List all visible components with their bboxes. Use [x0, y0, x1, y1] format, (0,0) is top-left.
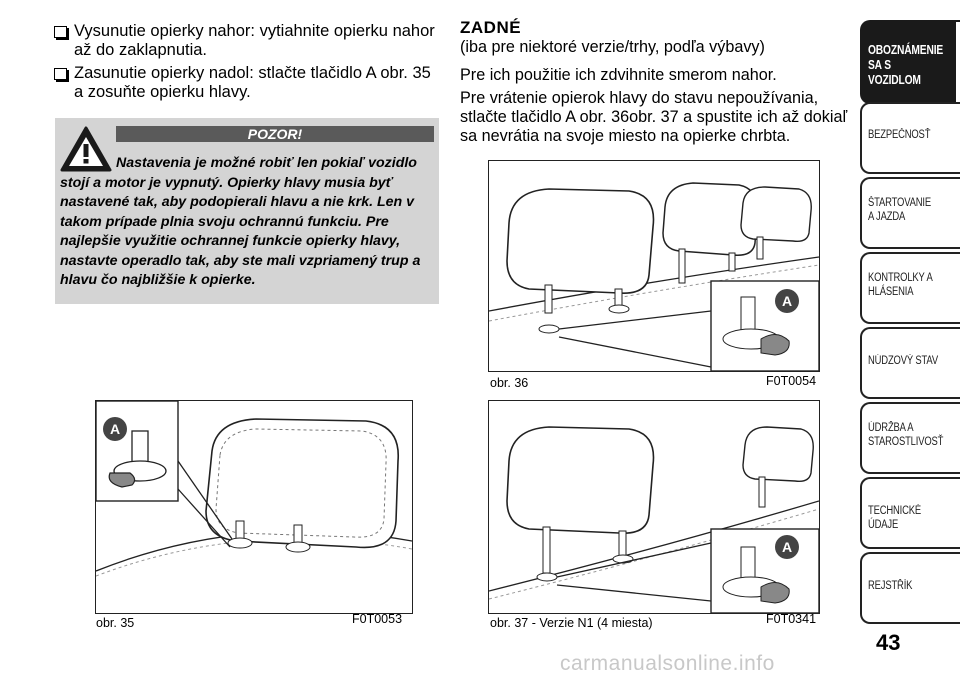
paragraph-use: Pre ich použitie ich zdvihnite smerom nahor. — [460, 66, 777, 84]
tab-label-bezpecnost: BEZPEČNOSŤ — [868, 129, 931, 141]
tab-label-kontrolky: KONTROLKY A HLÁSENIA — [868, 272, 933, 298]
tab-label-udrzba: ÚDRŽBA A STAROSTLIVOSŤ — [868, 422, 944, 448]
tab-label-nudzovy-stav: NÚDZOVÝ STAV — [868, 355, 938, 367]
checkbox-bullet-icon — [54, 26, 67, 38]
version-note: (iba pre niektoré verzie/trhy, podľa výbavy) — [460, 38, 765, 56]
tab-label-technicke-udaje: TECHNICKÉ ÚDAJE — [868, 505, 922, 531]
figure-36-caption: obr. 36 — [490, 376, 529, 390]
bullet-raise — [58, 22, 438, 60]
figure-37-caption: obr. 37 - Verzie N1 (4 miesta) — [490, 616, 653, 630]
rear-headrests-illustration — [489, 161, 819, 371]
section-heading: ZADNÉ — [460, 18, 522, 37]
headrest-front-illustration — [96, 401, 412, 613]
bullet-text: Zasunutie opierky nadol: stlačte tlačidlo A obr. 35 a zosuňte opierku hlavy. — [74, 64, 431, 101]
bullet-lower — [58, 64, 438, 102]
figure-37-code: F0T0341 — [766, 612, 817, 626]
paragraph-return: Pre vrátenie opierok hlavy do stavu nepoužívania, stlačte tlačidlo A obr. 36obr. 37 a spustite ich až dokiaľ sa nevrátia na svoje miesto na opierke chrbta. — [460, 89, 848, 145]
tab-label-startovanie: ŠTARTOVANIE A JAZDA — [868, 197, 932, 223]
warning-text: Nastavenia je možné robiť len pokiaľ vozidlo stojí a motor je vypnutý. Opierky hlavy musia byť nastavené tak, aby podopierali hlavu a nie krk. Len v takom prípade plnia svoju ochrannú funkciu. Pre najlepšie využitie ochrannej funkcie opierky hlavy, nastavte operadlo tak, aby ste mali vzpriamený trup a hlavu čo najbližšie k opierke. — [60, 155, 421, 288]
tab-label-rejstrik: REJSTŘÍK — [868, 580, 913, 592]
figure-35-caption: obr. 35 — [96, 616, 135, 630]
callout-a: A — [109, 421, 121, 437]
rear-headrests-n1-illustration — [489, 401, 819, 613]
figure-35 — [95, 400, 413, 614]
callout-a: A — [781, 293, 793, 309]
figure-35-code: F0T0053 — [352, 612, 403, 626]
figure-36 — [488, 160, 820, 372]
figure-36-code: F0T0054 — [766, 374, 817, 388]
figure-37 — [488, 400, 820, 614]
checkbox-bullet-icon — [54, 68, 67, 80]
page-number: 43 — [876, 630, 901, 655]
warning-title: POZOR! — [247, 126, 303, 142]
bullet-text: Vysunutie opierky nahor: vytiahnite opierku nahor až do zaklapnutia. — [74, 22, 435, 59]
watermark: carmanualsonline.info — [560, 652, 775, 675]
callout-a: A — [781, 539, 793, 555]
tab-label-oboznamenie: OBOZNÁMENIE SA S VOZIDLOM — [868, 43, 944, 87]
